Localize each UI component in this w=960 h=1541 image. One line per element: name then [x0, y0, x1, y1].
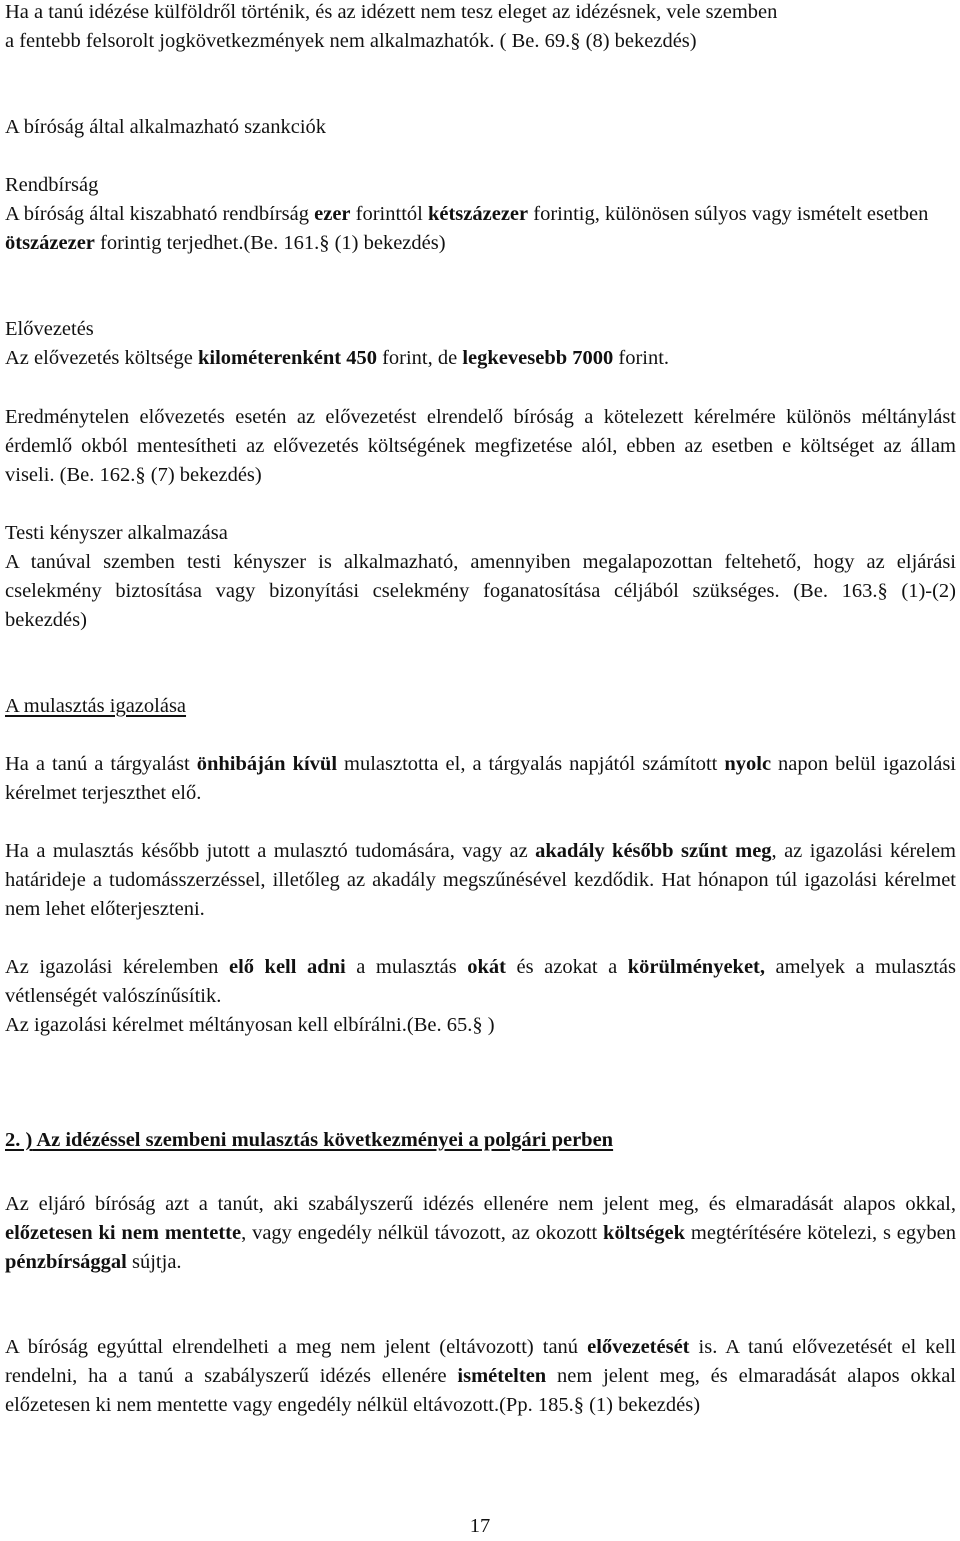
coercion-paragraph: A tanúval szemben testi kényszer is alkalmazható, amennyiben megalapozottan feltehető, hogy az eljárási cselekmény biztosítása vagy bizonyítási cselekmény foganatosítása céljából szükséges. (Be. 163.§ (1)-(2) bekezdés)	[5, 551, 956, 631]
fine-paragraph: A bíróság által kiszabható rendbírság ezer forinttól kétszázezer forintig, különösen súlyos vagy ismételt esetben ötszázezer forintig terjedhet.(Be. 161.§ (1) bekezdés)	[5, 203, 929, 254]
civil-paragraph-1: Az eljáró bíróság azt a tanút, aki szabályszerű idézés ellenére nem jelent meg, és elmaradását alapos okkal, előzetesen ki nem mentette, vagy engedély nélkül távozott, az okozott költségek megtérítésére kötelezi, s egyben pénzbírsággal sújtja.	[5, 1193, 957, 1273]
fine-section	[5, 171, 956, 258]
coercion-section	[5, 519, 956, 635]
intro-paragraph	[5, 0, 956, 56]
justification-paragraph-2: Ha a mulasztás később jutott a mulasztó tudomására, vagy az akadály később szűnt meg, az igazolási kérelem határideje a tudomásszerzéssel, illetőleg az akadály megszűnésével kezdődik. Hat hónapon túl igazolási kérelmet nem lehet előterjeszteni.	[5, 840, 956, 920]
civil-paragraph-2: A bíróság egyúttal elrendelheti a meg nem jelent (eltávozott) tanú elővezetését is. A tanú elővezetését el kell rendelni, ha a tanú a szabályszerű idézés ellenére ismételten nem jelent meg, és elmaradását alapos okkal előzetesen ki nem mentette vagy engedély nélkül eltávozott.(Pp. 185.§ (1) bekezdés)	[5, 1336, 957, 1416]
page-number: 17	[469, 1515, 491, 1537]
escort-heading: Elővezetés	[5, 318, 94, 340]
escort-cost-paragraph: Az elővezetés költsége kilométerenként 450 forint, de legkevesebb 7000 forint.	[5, 347, 670, 369]
sanctions-heading: A bíróság által alkalmazható szankciók	[5, 116, 327, 138]
escort-section	[5, 315, 956, 373]
intro-line-1: Ha a tanú idézése külföldről történik, és az idézett nem tesz eleget az idézésnek, vele szemben	[5, 1, 778, 23]
coercion-heading: Testi kényszer alkalmazása	[5, 522, 228, 544]
civil-heading: 2. ) Az idézéssel szembeni mulasztás következményei a polgári perben	[5, 1129, 614, 1151]
escort-exemption-paragraph: Eredménytelen elővezetés esetén az elővezetést elrendelő bíróság a kötelezett kérelmére különös méltánylást érdemlő okból mentesítheti az elővezetés költségének megfizetése alól, ebben az esetben e költséget az állam viseli. (Be. 162.§ (7) bekezdés)	[5, 406, 956, 486]
fine-heading: Rendbírság	[5, 174, 99, 196]
intro-line-2: a fentebb felsorolt jogkövetkezmények nem alkalmazhatók. ( Be. 69.§ (8) bekezdés)	[5, 30, 697, 52]
justification-paragraph-4: Az igazolási kérelmet méltányosan kell elbírálni.(Be. 65.§ )	[5, 1014, 495, 1036]
justification-paragraph-3: Az igazolási kérelemben elő kell adni a mulasztás okát és azokat a körülményeket, amelyek a mulasztás vétlenségét valószínűsítik.	[5, 956, 956, 1007]
justification-paragraph-1: Ha a tanú a tárgyalást önhibáján kívül mulasztotta el, a tárgyalás napjától számított nyolc napon belül igazolási kérelmet terjeszthet elő.	[5, 753, 956, 804]
justification-heading: A mulasztás igazolása	[5, 695, 187, 717]
